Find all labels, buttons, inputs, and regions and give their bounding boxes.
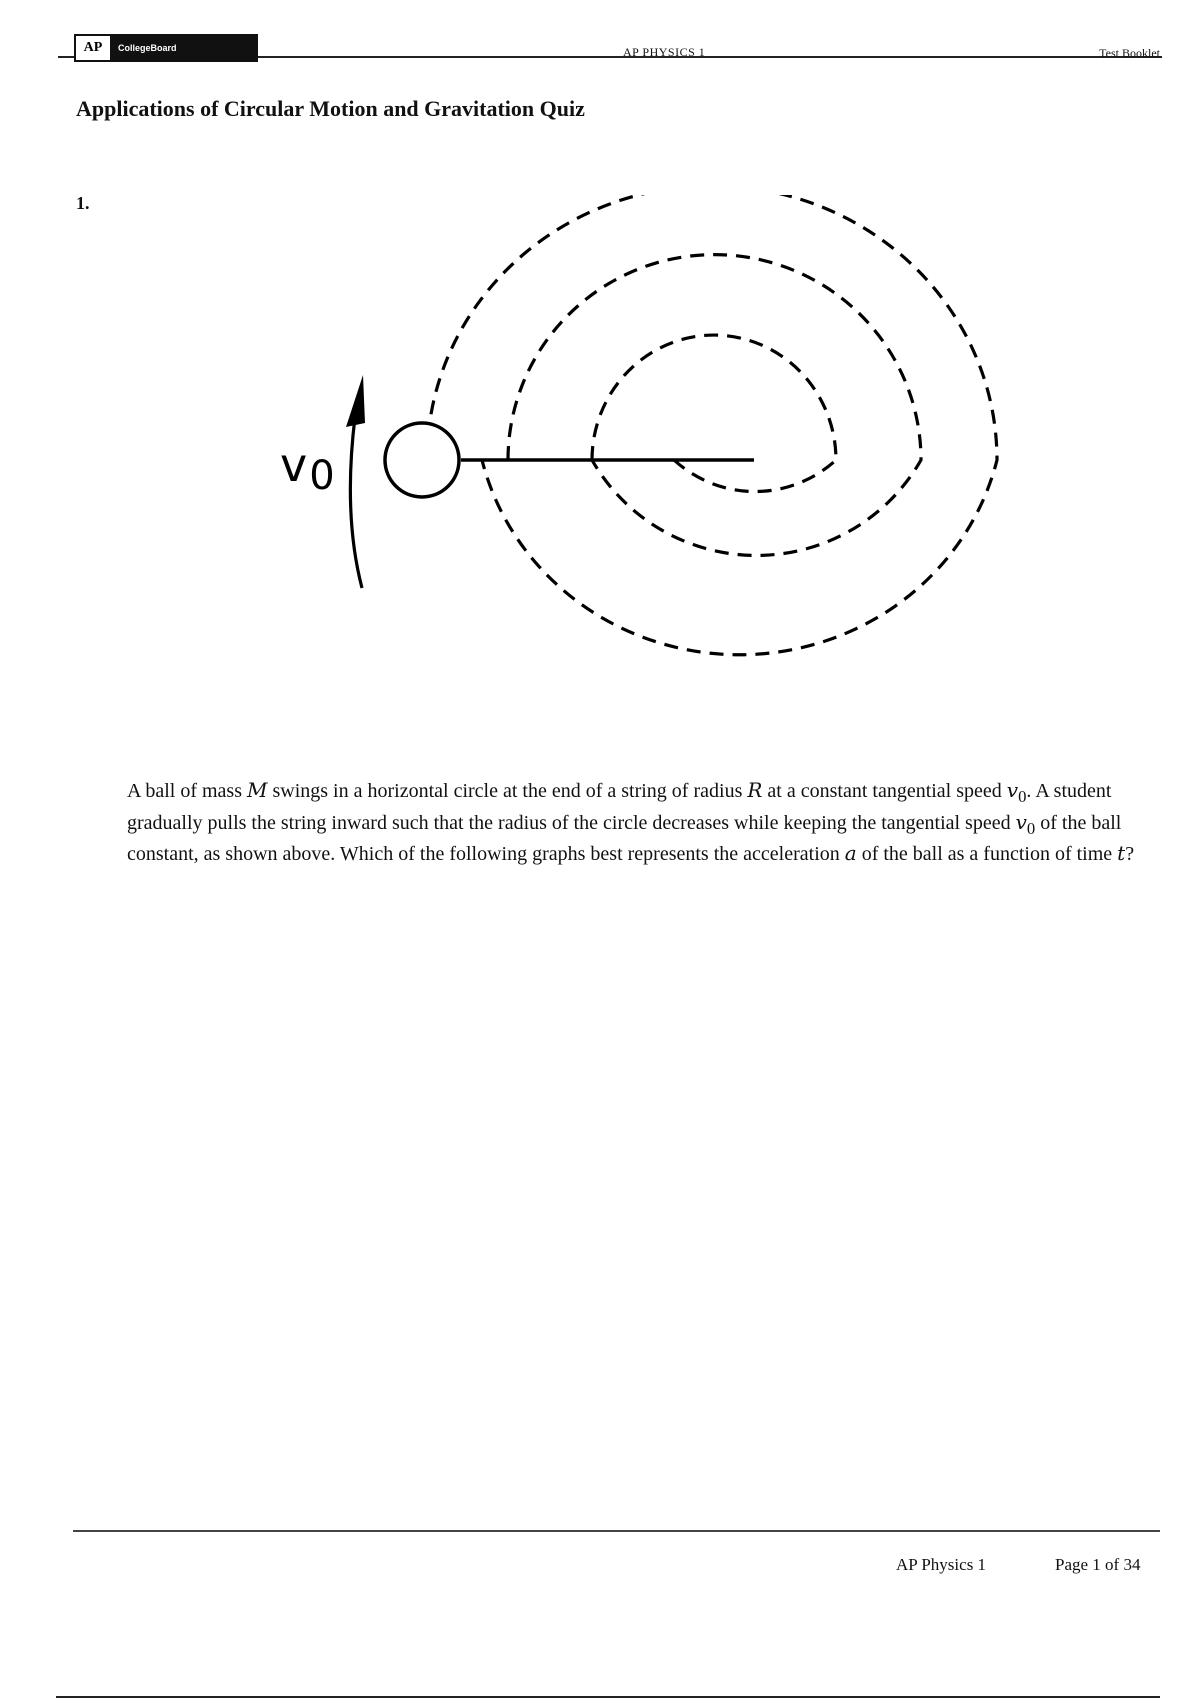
- header-course-title: AP PHYSICS 1: [623, 45, 706, 59]
- question-number: 1.: [76, 193, 90, 213]
- header-booklet-label: Test Booklet: [1099, 46, 1160, 60]
- ap-collegeboard-logo: [74, 34, 258, 62]
- logo-brand-text: CollegeBoard: [110, 36, 256, 60]
- time-symbol: t: [1117, 841, 1126, 865]
- bottom-rule: [56, 1696, 1160, 1698]
- acceleration-symbol: a: [844, 841, 857, 865]
- ball: [385, 423, 459, 497]
- spiral-motion-figure: [260, 195, 1020, 755]
- spiral-path-middle: [508, 255, 921, 556]
- spiral-path-inner: [592, 335, 836, 491]
- speed-symbol-2: v: [1015, 809, 1027, 834]
- quiz-title: Applications of Circular Motion and Gravitation Quiz: [76, 96, 585, 121]
- velocity-arrow: [350, 417, 362, 588]
- radius-symbol: R: [747, 778, 763, 802]
- velocity-arrowhead: [346, 375, 365, 427]
- speed-symbol: v: [1006, 778, 1019, 802]
- logo-ap-text: AP: [83, 40, 103, 55]
- mass-symbol: M: [247, 778, 268, 802]
- question-text: A ball of mass M swings in a horizontal circle at the end of a string of radius R at a constant tangential speed $v_0$. A student gradually pulls the string inward such that the radius of the circle decreases while keeping the tangential speed $v_0$ of the ball constant, as shown above. Which of the following graphs best represents the acceleration a of the ball as a function of time t?: [127, 778, 1135, 865]
- footer-page-number: Page 1 of 34: [1055, 1555, 1141, 1574]
- footer-course: AP Physics 1: [896, 1555, 987, 1574]
- page-header: [58, 30, 1162, 66]
- velocity-label-subscript: 0: [309, 453, 335, 499]
- velocity-label: v0: [280, 438, 335, 499]
- footer-rule: [73, 1530, 1160, 1532]
